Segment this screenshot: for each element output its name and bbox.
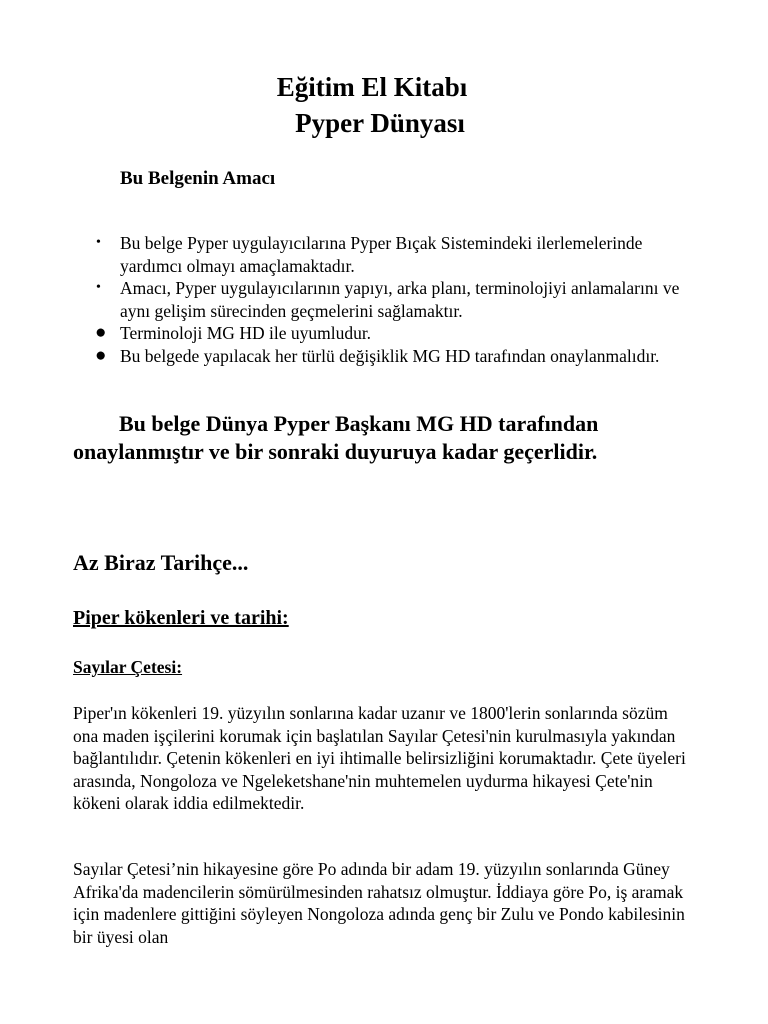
bullet-text: Bu belge Pyper uygulayıcılarına Pyper Bıçak Sistemindeki ilerlemelerinde yardımcı olmayı amaçlamaktadır. [120,233,643,276]
bullet-icon: • [96,235,101,250]
bullet-text: Amacı, Pyper uygulayıcılarının yapıyı, arka planı, terminolojiyi anlamalarını ve aynı gelişim sürecinden geçmelerini sağlamaktır. [120,278,680,321]
bullet-text: Bu belgede yapılacak her türlü değişiklik MG HD tarafından onaylanmalıdır. [120,345,660,366]
bullet-icon: ● [95,322,107,343]
origins-heading: Piper kökenleri ve tarihi: [73,607,289,629]
list-item [0,232,680,277]
bullet-icon: • [96,280,101,295]
approval-statement: Bu belge Dünya Pyper Başkanı MG HD tarafından onaylanmıştır ve bir sonraki duyuruya kadar geçerlidir. [73,411,599,464]
bullet-icon: ● [95,344,107,366]
bullet-text: Terminoloji MG HD ile uyumludur. [120,323,372,343]
history-paragraph-2: Sayılar Çetesi’nin hikayesine göre Po adında bir adam 19. yüzyılın sonlarında Güney Afrika'da madencilerin sömürülmesinden rahatsız olmuştur. İddiaya göre Po, iş aramak için madenlere gittiğini söyleyen Nongoloza adında genç bir Zulu ve Pondo kabilesinin bir üyesi olan [73,859,685,947]
list-item [0,322,680,345]
document-subtitle: Pyper Dünyası [295,108,465,138]
history-paragraph-1: Piper'ın kökenleri 19. yüzyılın sonlarına kadar uzanır ve 1800'lerin sonlarında sözüm ona maden işçilerini korumak için başlatılan Sayılar Çetesi'nin kurulmasıyla yakından bağlantılıdır. Çetenin kökenleri en iyi ihtimalle belirsizliğini korumaktadır. Çete üyeleri arasında, Nongoloza ve Ngeleketshane'nin muhtemelen uydurma hikayesi Çete'nin kökeni olarak iddia edilmektedir. [73,703,686,814]
purpose-bullet-list [0,232,768,367]
purpose-heading: Bu Belgenin Amacı [120,168,276,189]
list-item [0,345,680,368]
document-title: Eğitim El Kitabı [276,72,468,102]
history-heading: Az Biraz Tarihçe... [73,550,249,575]
gang-heading: Sayılar Çetesi: [73,657,183,677]
list-item [0,277,680,322]
